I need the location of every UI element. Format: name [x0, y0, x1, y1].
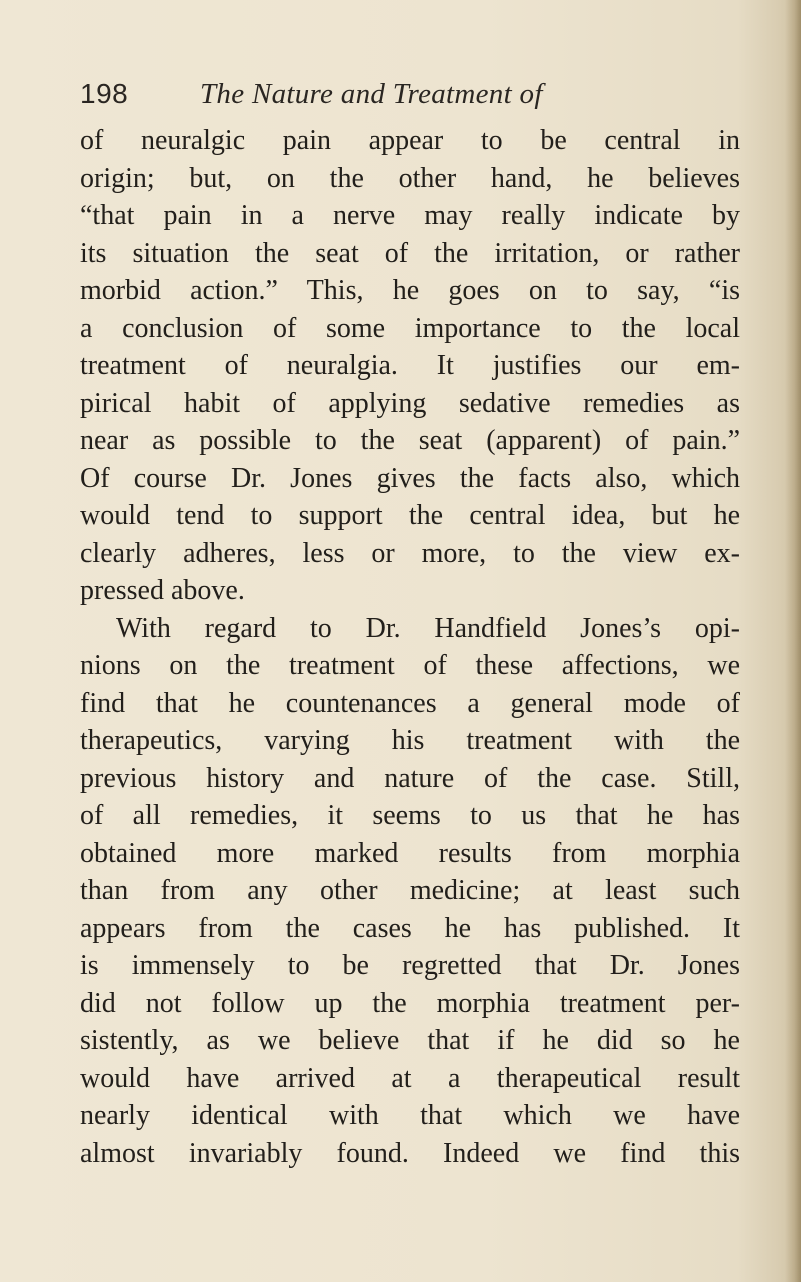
text-line: appears from the cases he has published. It — [80, 912, 740, 944]
text-line: clearly adheres, less or more, to the view ex- — [80, 537, 740, 569]
text-line: a conclusion of some importance to the local — [80, 312, 740, 344]
text-line: nearly identical with that which we have — [80, 1100, 740, 1131]
text-line: treatment of neuralgia. It justifies our em- — [80, 350, 740, 381]
text-line: origin; but, on the other hand, he believes — [80, 162, 740, 194]
text-line: previous history and nature of the case. Still, — [80, 762, 740, 794]
text-line: therapeutics, varying his treatment with the — [80, 725, 740, 756]
text-line: is immensely to be regretted that Dr. Jones — [80, 950, 740, 981]
text-line: its situation the seat of the irritation, or rather — [80, 237, 740, 269]
page-edge-shadow — [785, 0, 801, 1282]
text-line: pressed above. — [80, 575, 245, 606]
text-line: With regard to Dr. Handfield Jones’s opi- — [116, 612, 740, 644]
text-line: morbid action.” This, he goes on to say, “is — [80, 275, 740, 306]
running-title: The Nature and Treatment of — [200, 78, 543, 110]
text-line: of all remedies, it seems to us that he has — [80, 800, 740, 831]
text-line: “that pain in a nerve may really indicate by — [80, 200, 740, 231]
text-line: nions on the treatment of these affections, we — [80, 650, 740, 681]
text-line: Of course Dr. Jones gives the facts also, which — [80, 462, 740, 494]
text-line: sistently, as we believe that if he did so he — [80, 1025, 740, 1056]
page-number: 198 — [80, 78, 129, 109]
text-line: find that he countenances a general mode of — [80, 687, 740, 719]
text-line: almost invariably found. Indeed we find this — [80, 1137, 740, 1169]
text-line: did not follow up the morphia treatment per- — [80, 987, 740, 1019]
text-line: would have arrived at a therapeutical result — [80, 1062, 740, 1094]
text-line: near as possible to the seat (apparent) of pain.” — [80, 425, 740, 456]
text-line: pirical habit of applying sedative remedies as — [80, 387, 740, 419]
text-line: of neuralgic pain appear to be central in — [80, 125, 740, 156]
text-line: than from any other medicine; at least such — [80, 875, 740, 906]
text-line: obtained more marked results from morphia — [80, 837, 740, 869]
body-text — [80, 122, 740, 1172]
text-line: would tend to support the central idea, but he — [80, 500, 740, 531]
page-header — [80, 78, 740, 118]
